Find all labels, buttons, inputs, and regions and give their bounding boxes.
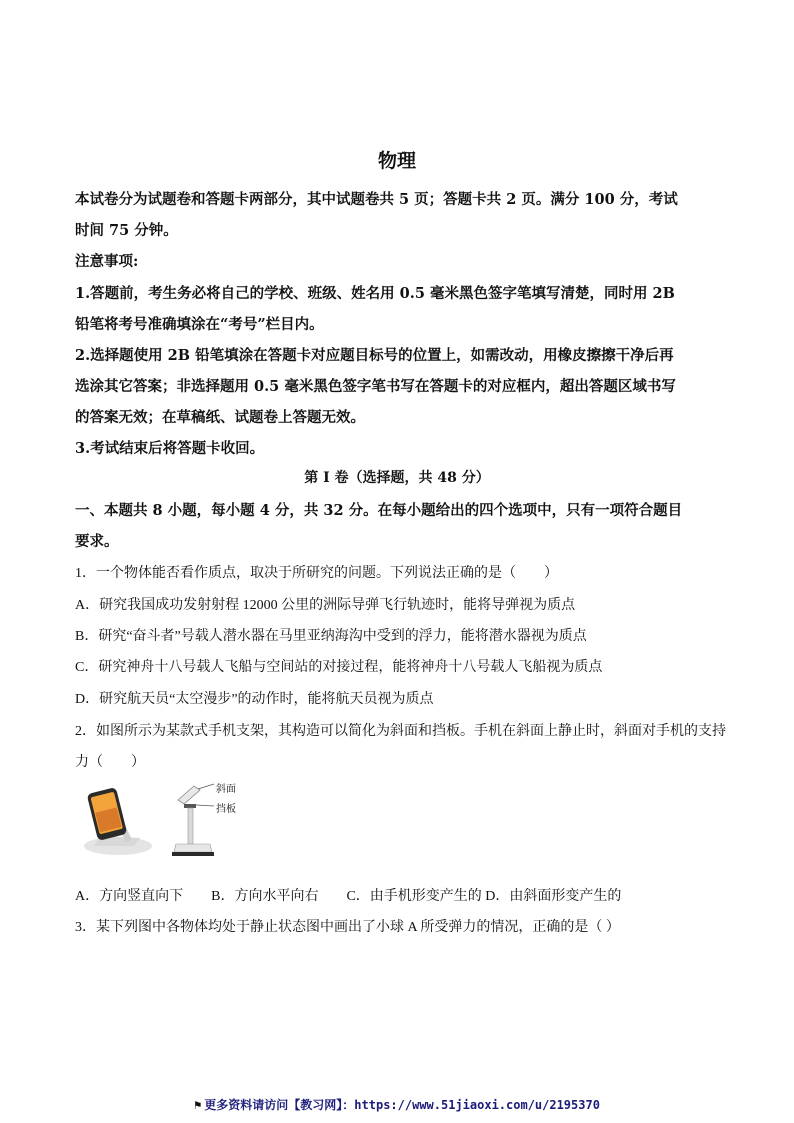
part-one-line-1: 一、本题共 8 小题，每小题 4 分，共 32 分。在每小题给出的四个选项中，只有一项符合题目 (75, 502, 683, 519)
notice-line-1: 1.答题前，考生务必将自己的学校、班级、姓名用 0.5 毫米黑色签字笔填写清楚，同时用 2B (75, 285, 675, 302)
intro-line-1: 本试卷分为试题卷和答题卡两部分，其中试题卷共 5 页；答题卡共 2 页。满分 100 分，考试 (75, 191, 678, 208)
notice-heading: 注意事项: (75, 253, 139, 270)
flag-icon: ⚑ (194, 1098, 202, 1112)
phone-stand-photo (76, 780, 156, 860)
q1-option-a: A．研究我国成功发射射程 12000 公里的洲际导弹飞行轨迹时，能将导弹视为质点 (75, 598, 576, 613)
footer (0, 1096, 794, 1113)
phone-stand-diagram (170, 778, 250, 858)
q2-stem-line-1: 2．如图所示为某款式手机支架，其构造可以简化为斜面和挡板。手机在斜面上静止时，斜面对手机的支持 (75, 724, 726, 739)
notice-line-3: 2.选择题使用 2B 铅笔填涂在答题卡对应题目标号的位置上，如需改动，用橡皮擦擦干净后再 (75, 347, 674, 364)
q2-options: A．方向竖直向下 B．方向水平向右 C．由手机形变产生的 D．由斜面形变产生的 (75, 889, 622, 904)
intro-line-2: 时间 75 分钟。 (75, 222, 178, 239)
part-one-line-2: 要求。 (75, 533, 119, 550)
figure-label-baffle: 挡板 (216, 804, 236, 815)
q1-option-c: C．研究神舟十八号载人飞船与空间站的对接过程，能将神舟十八号载人飞船视为质点 (75, 660, 603, 675)
notice-line-2: 铅笔将考号准确填涂在“考号”栏目内。 (75, 316, 324, 333)
q2-stem-line-2: 力（ ） (75, 755, 145, 770)
q1-option-d: D．研究航天员“太空漫步”的动作时，能将航天员视为质点 (75, 692, 434, 707)
notice-line-5: 的答案无效；在草稿纸、试题卷上答题无效。 (75, 409, 365, 426)
section-title: 第 I 卷（选择题，共 48 分） (304, 470, 490, 486)
q3-stem: 3．某下列图中各物体均处于静止状态图中画出了小球 A 所受弹力的情况，正确的是（ ） (75, 920, 620, 935)
notice-line-4: 选涂其它答案；非选择题用 0.5 毫米黑色签字笔书写在答题卡的对应框内，超出答题区域书写 (75, 378, 676, 395)
page-title: 物理 (377, 150, 416, 172)
q1-option-b: B．研究“奋斗者”号载人潜水器在马里亚纳海沟中受到的浮力，能将潜水器视为质点 (75, 629, 587, 644)
figure-label-slope: 斜面 (216, 784, 236, 795)
footer-link[interactable]: 更多资料请访问【教习网】：https://www.51jiaoxi.com/u/2195370 (204, 1098, 600, 1112)
q1-stem: 1．一个物体能否看作质点，取决于所研究的问题。下列说法正确的是（ ） (75, 566, 558, 581)
notice-line-6: 3.考试结束后将答题卡收回。 (75, 440, 265, 457)
